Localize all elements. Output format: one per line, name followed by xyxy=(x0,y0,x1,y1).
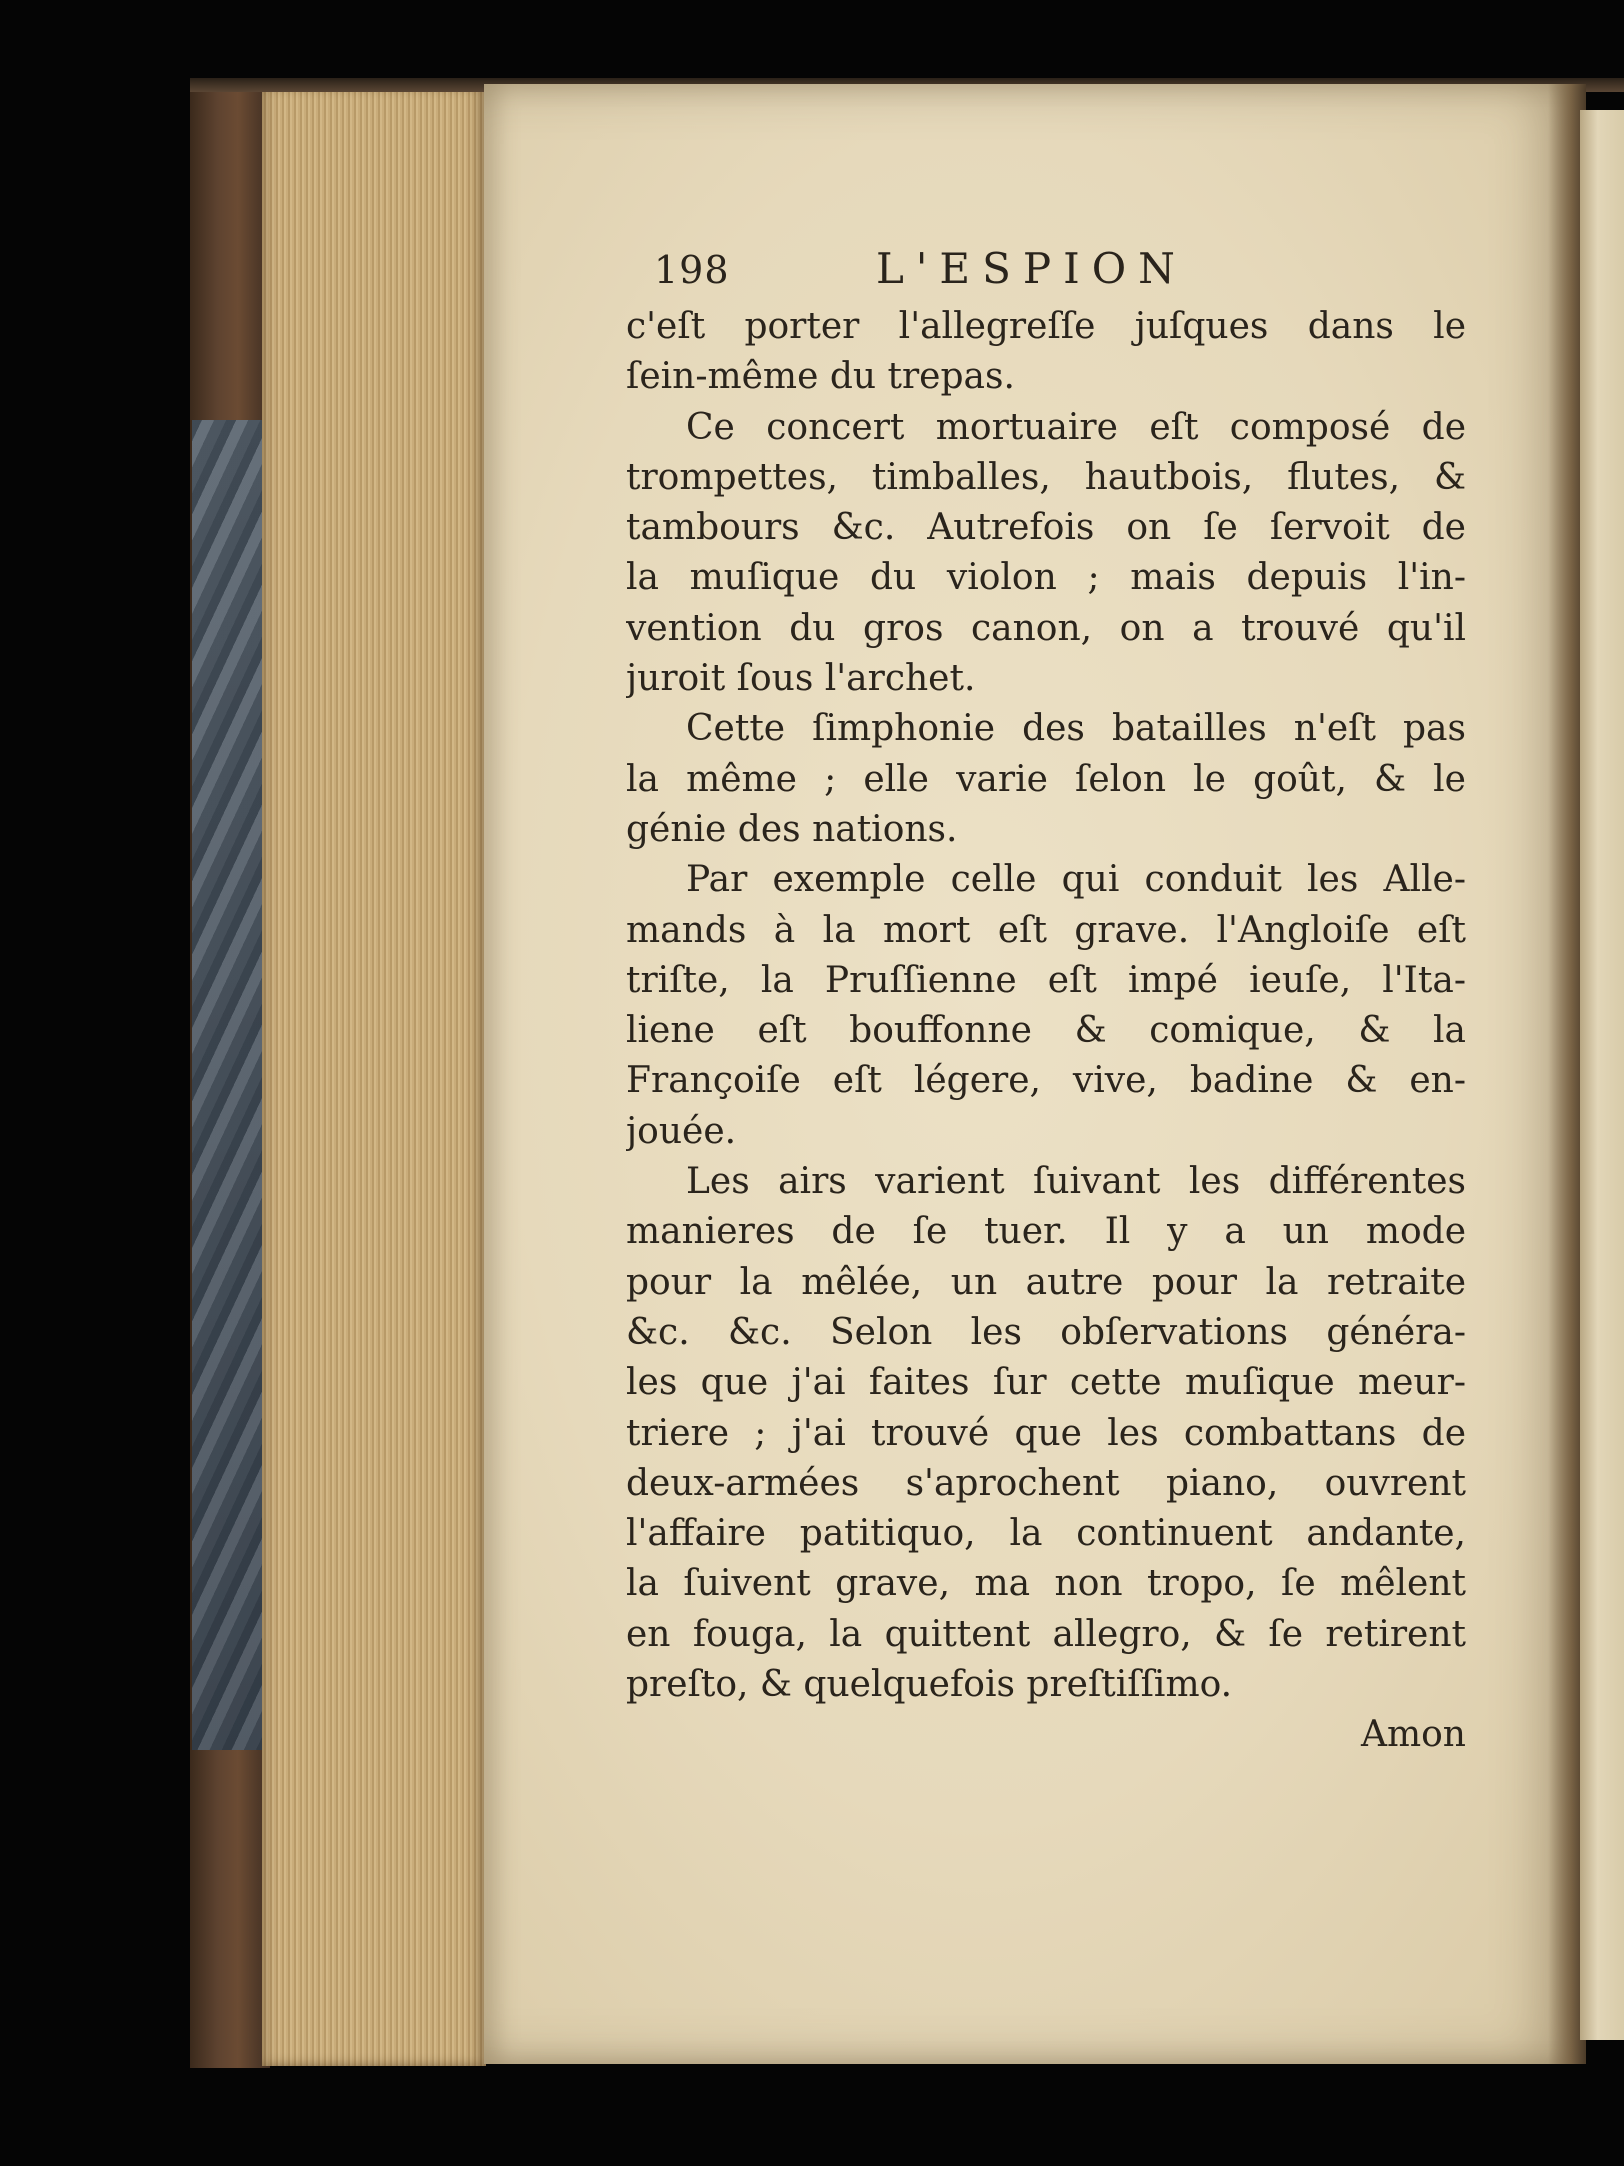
text-line: mands à la mort eſt grave. l'Angloiſe eſt xyxy=(626,909,1466,951)
text-line: liene eſt bouffonne & comique, & la xyxy=(626,1010,1466,1052)
page-header xyxy=(626,240,1466,302)
body-text xyxy=(626,302,1466,1710)
catchword-row xyxy=(626,1710,1466,1762)
text-line: Cette ſimphonie des batailles n'eſt pas xyxy=(686,708,1466,750)
facing-page xyxy=(1580,110,1624,2040)
text-line: manieres de ſe tuer. Il y a un mode xyxy=(626,1211,1466,1253)
text-line: l'affaire patitiquo, la continuent andante, xyxy=(626,1513,1466,1555)
text-line: vention du gros canon, on a trouvé qu'il xyxy=(626,607,1466,649)
text-line: triſte, la Pruſſienne eſt impé ieuſe, l'Ita- xyxy=(626,959,1466,1001)
page-edges xyxy=(262,86,486,2066)
text-line: la même ; elle varie ſelon le goût, & le xyxy=(626,758,1466,800)
text-line: triere ; j'ai trouvé que les combattans de xyxy=(626,1412,1466,1454)
text-line: Les airs varient ſuivant les différentes xyxy=(686,1161,1466,1203)
text-line: en fouga, la quittent allegro, & ſe retirent xyxy=(626,1613,1466,1655)
marbled-cover xyxy=(192,420,268,1750)
text-line: la ſuivent grave, ma non tropo, ſe mêlent xyxy=(626,1563,1466,1605)
text-line: génie des nations. xyxy=(626,808,958,850)
text-line: jouée. xyxy=(626,1110,737,1152)
text-block xyxy=(626,240,1466,1762)
text-line: Ce concert mortuaire eſt composé de xyxy=(686,406,1466,448)
text-line: les que j'ai faites ſur cette muſique meur- xyxy=(626,1362,1466,1404)
text-line: Par exemple celle qui conduit les Alle- xyxy=(686,859,1466,901)
catchword: Amon xyxy=(1361,1714,1466,1756)
text-line: tambours &c. Autrefois on ſe ſervoit de xyxy=(626,507,1466,549)
text-line: Françoiſe eſt légere, vive, badine & en- xyxy=(626,1060,1466,1102)
text-line: ſein-même du trepas. xyxy=(626,356,1015,398)
text-line: la muſique du violon ; mais depuis l'in- xyxy=(626,557,1466,599)
text-line: c'eſt porter l'allegreſſe juſques dans le xyxy=(626,306,1466,347)
text-line: trompettes, timballes, hautbois, flutes, & xyxy=(626,456,1466,498)
text-line: &c. &c. Selon les obſervations généra- xyxy=(626,1311,1466,1353)
text-line: preſto, & quelquefois preſtiſſimo. xyxy=(626,1664,1233,1706)
text-line: juroit ſous l'archet. xyxy=(626,658,976,700)
running-head: L'ESPION xyxy=(876,244,1187,293)
page-number: 198 xyxy=(654,248,730,292)
text-line: deux-armées s'aprochent piano, ouvrent xyxy=(626,1462,1466,1504)
text-line: pour la mêlée, un autre pour la retraite xyxy=(626,1261,1466,1303)
